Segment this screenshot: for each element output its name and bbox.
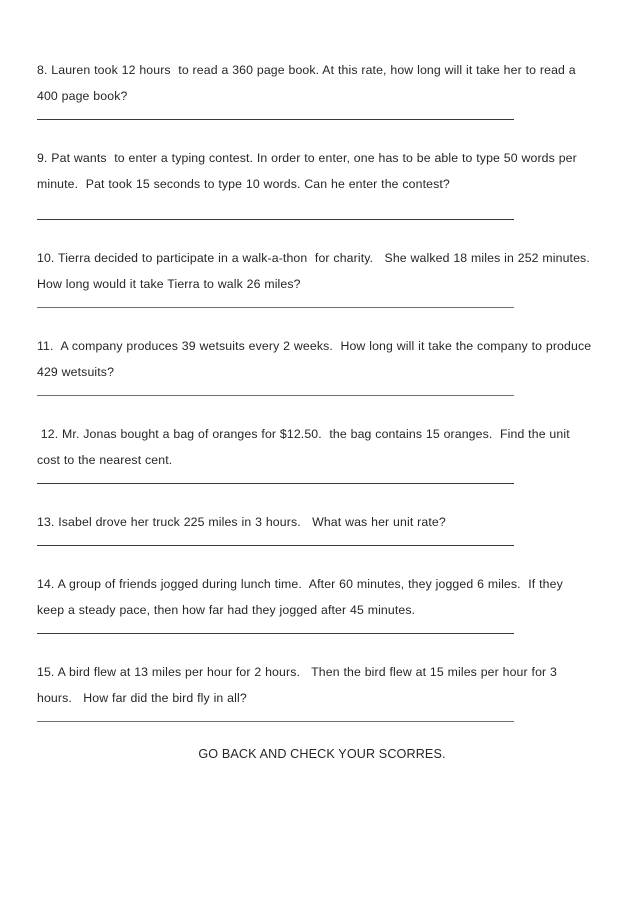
question-block — [37, 333, 593, 396]
question-block — [37, 659, 593, 722]
question-text: 9. Pat wants to enter a typing contest. In order to enter, one has to be able to type 50 words per minute. Pat took 15 seconds to type 10 words. Can he enter the contest? — [37, 151, 581, 191]
questions-container — [37, 57, 598, 761]
question-text: 11. A company produces 39 wetsuits every 2 weeks. How long will it take the company to produce 429 wetsuits? — [37, 339, 595, 379]
question-block — [37, 245, 598, 308]
question-text: 14. A group of friends jogged during lunch time. After 60 minutes, they jogged 6 miles. If they keep a steady pace, then how far had they jogged after 45 minutes. — [37, 577, 567, 617]
question-block — [37, 57, 593, 120]
question-block — [37, 145, 593, 220]
question-text: 12. Mr. Jonas bought a bag of oranges for $12.50. the bag contains 15 oranges. Find the unit cost to the nearest cent. — [37, 427, 574, 467]
question-block — [37, 421, 593, 484]
question-text: 10. Tierra decided to participate in a walk-a-thon for charity. She walked 18 miles in 252 minutes. How long would it take Tierra to walk 26 miles? — [37, 251, 598, 291]
question-text: 13. Isabel drove her truck 225 miles in 3 hours. What was her unit rate? — [37, 515, 446, 529]
question-block — [37, 509, 593, 546]
question-text: 15. A bird flew at 13 miles per hour for 2 hours. Then the bird flew at 15 miles per hour for 3 hours. How far did the bird fly in all? — [37, 665, 561, 705]
question-text: 8. Lauren took 12 hours to read a 360 page book. At this rate, how long will it take her to read a 400 page book? — [37, 63, 580, 103]
question-block — [37, 571, 593, 634]
footer-instruction: GO BACK AND CHECK YOUR SCORRES. — [198, 747, 446, 761]
